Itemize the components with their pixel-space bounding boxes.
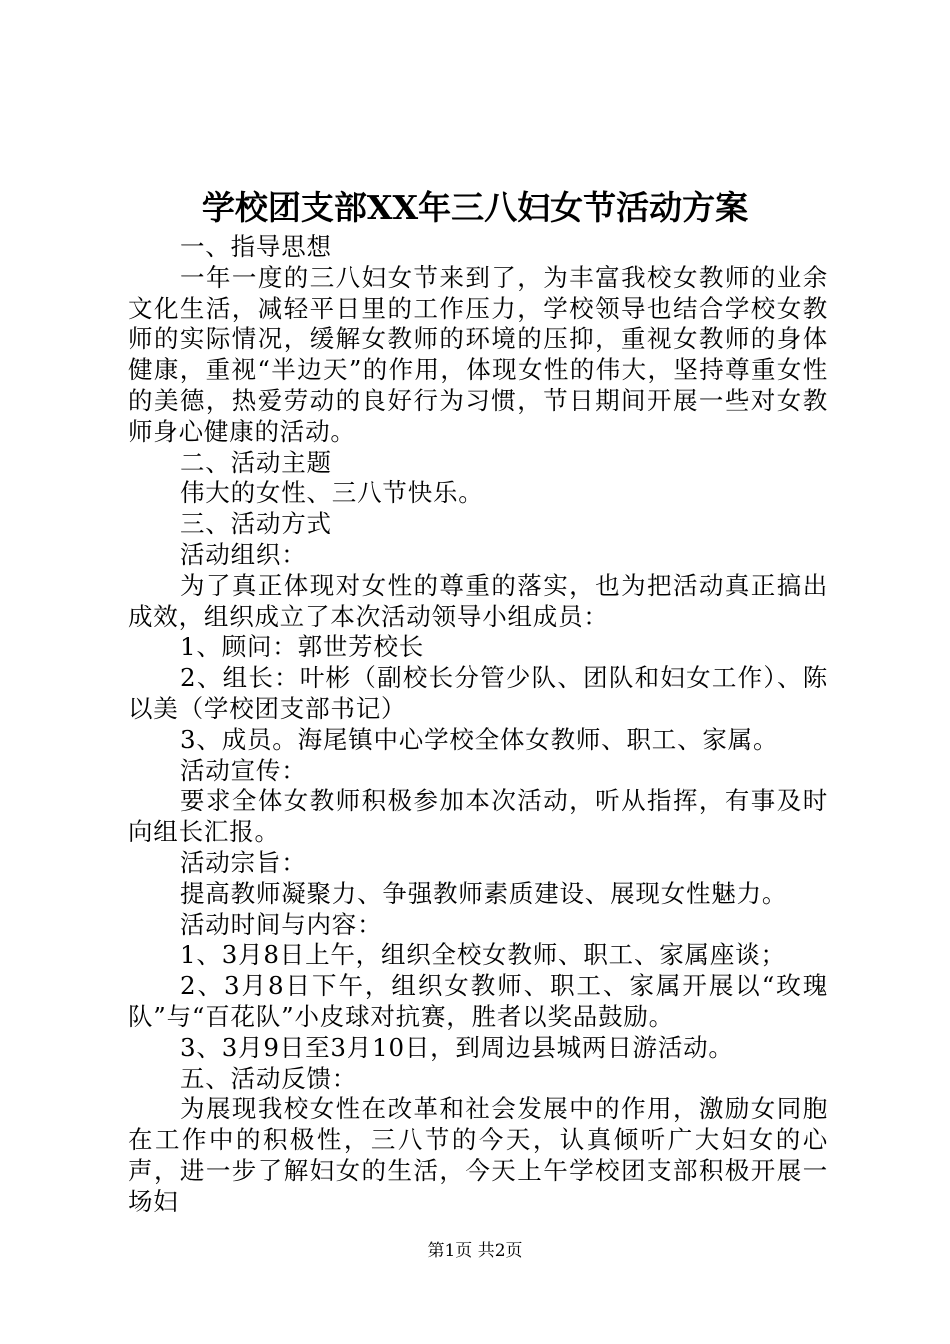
list-item-members: 3、成员。海尾镇中心学校全体女教师、职工、家属。 xyxy=(180,724,779,754)
list-item-leader: 2、组长：叶彬（副校长分管少队、团队和妇女工作）、陈以美（学校团支部书记） xyxy=(128,663,828,723)
paragraph-guiding-thought: 一年一度的三八妇女节来到了，为丰富我校女教师的业余文化生活，减轻平日里的工作压力，学校领导也结合学校女教师的实际情况，缓解女教师的环境的压抑，重视女教师的身体健康，重视“半边天”的作用，体现女性的伟大，坚持尊重女性的美德，热爱劳动的良好行为习惯，节日期间开展一些对女教师身心健康的活动。 xyxy=(128,262,828,446)
paragraph-organization: 为了真正体现对女性的尊重的落实，也为把活动真正搞出成效，组织成立了本次活动领导小组成员： xyxy=(128,570,828,631)
paragraph-feedback: 为展现我校女性在改革和社会发展中的作用，激励女同胞在工作中的积极性，三八节的今天，认真倾听广大妇女的心声，进一步了解妇女的生活，今天上午学校团支部积极开展一场妇 xyxy=(128,1094,828,1216)
section-heading-activity-method: 三、活动方式 xyxy=(180,509,332,539)
list-item-schedule-1: 1、3月8日上午，组织全校女教师、职工、家属座谈； xyxy=(180,940,786,970)
section-heading-guiding-thought: 一、指导思想 xyxy=(180,232,332,261)
paragraph-purpose: 提高教师凝聚力、争强教师素质建设、展现女性魅力。 xyxy=(180,878,788,908)
subheading-purpose: 活动宗旨： xyxy=(180,847,307,877)
page-footer: 第1页 共2页 xyxy=(427,1241,523,1261)
paragraph-activity-theme: 伟大的女性、三八节快乐。 xyxy=(180,478,484,508)
subheading-publicity: 活动宣传： xyxy=(180,755,307,785)
list-item-schedule-2: 2、3月8日下午，组织女教师、职工、家属开展以“玫瑰队”与“百花队”小皮球对抗赛，胜者以奖品鼓励。 xyxy=(128,971,828,1031)
document-body xyxy=(128,232,828,1218)
paragraph-publicity: 要求全体女教师积极参加本次活动，听从指挥，有事及时向组长汇报。 xyxy=(128,786,828,847)
document-title: 学校团支部XX年三八妇女节活动方案 xyxy=(201,188,749,227)
section-heading-activity-theme: 二、活动主题 xyxy=(180,447,332,477)
list-item-schedule-3: 3、3月9日至3月10日，到周边县城两日游活动。 xyxy=(180,1032,734,1062)
subheading-organization: 活动组织： xyxy=(180,539,307,569)
subheading-time-content: 活动时间与内容： xyxy=(180,909,383,939)
section-heading-feedback: 五、活动反馈： xyxy=(180,1063,358,1093)
list-item-advisor: 1、顾问：郭世芳校长 xyxy=(180,632,425,662)
